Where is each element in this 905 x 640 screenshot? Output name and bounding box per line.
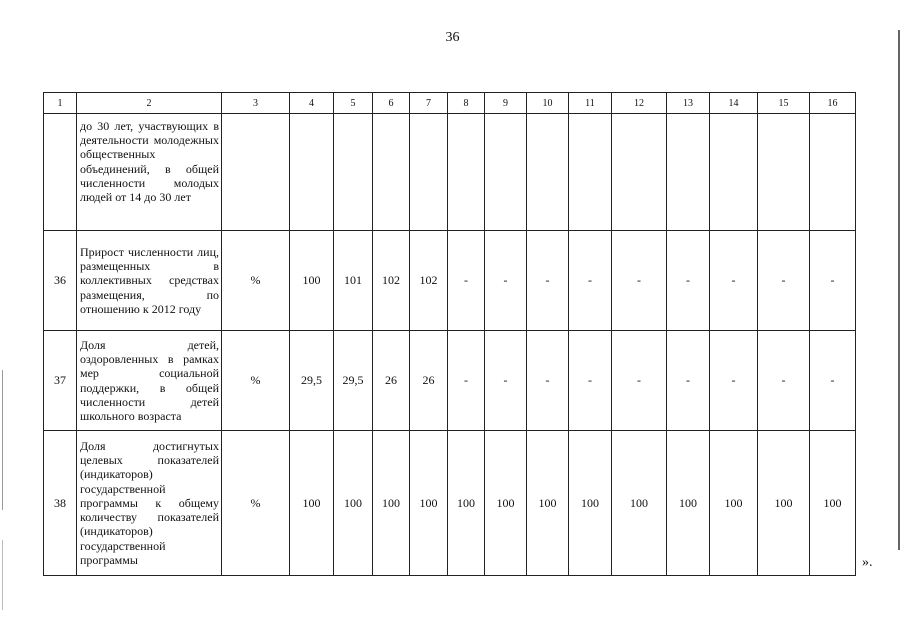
indicator-description-cell: Доля детей, оздоровленных в рамках мер социальной поддержки, в общей численности детей школьного возраста	[77, 331, 222, 431]
table-row	[44, 331, 856, 431]
value-cell: 29,5	[290, 331, 334, 431]
column-header: 15	[758, 93, 810, 114]
value-cell: 100	[758, 431, 810, 576]
value-cell	[485, 114, 527, 231]
page-number: 36	[445, 30, 460, 45]
row-number-cell	[44, 114, 77, 231]
column-header: 14	[710, 93, 758, 114]
value-cell: 100	[810, 431, 856, 576]
column-header: 11	[569, 93, 612, 114]
value-cell: -	[448, 331, 485, 431]
value-cell: 100	[710, 431, 758, 576]
table-row	[44, 114, 856, 231]
value-cell: -	[612, 331, 667, 431]
scan-right-edge	[898, 30, 900, 550]
value-cell: -	[758, 231, 810, 331]
column-header: 6	[373, 93, 410, 114]
indicator-description-cell: Прирост численности лиц, размещенных в коллективных средствах размещения, по отношению к 2012 году	[77, 231, 222, 331]
value-cell	[612, 114, 667, 231]
value-cell: 100	[290, 231, 334, 331]
value-cell: -	[667, 231, 710, 331]
value-cell: -	[710, 331, 758, 431]
value-cell	[527, 114, 569, 231]
value-cell: -	[527, 231, 569, 331]
row-number-cell: 36	[44, 231, 77, 331]
table-row	[44, 431, 856, 576]
value-cell: -	[810, 331, 856, 431]
value-cell: -	[758, 331, 810, 431]
scan-margin-line	[2, 370, 3, 510]
unit-cell: %	[222, 331, 290, 431]
value-cell: 26	[373, 331, 410, 431]
value-cell: 100	[410, 431, 448, 576]
value-cell	[710, 114, 758, 231]
column-header: 16	[810, 93, 856, 114]
column-header: 13	[667, 93, 710, 114]
value-cell: 100	[334, 431, 373, 576]
column-header: 4	[290, 93, 334, 114]
value-cell	[290, 114, 334, 231]
row-number-cell: 38	[44, 431, 77, 576]
unit-cell	[222, 114, 290, 231]
value-cell: -	[569, 231, 612, 331]
value-cell: 102	[410, 231, 448, 331]
value-cell: -	[485, 231, 527, 331]
column-header: 12	[612, 93, 667, 114]
value-cell	[373, 114, 410, 231]
indicator-description-cell: Доля достигнутых целевых показателей (индикаторов) государственной программы к общему количеству показателей (индикаторов) государственной программы	[77, 431, 222, 576]
value-cell	[334, 114, 373, 231]
value-cell: 100	[527, 431, 569, 576]
value-cell: 100	[667, 431, 710, 576]
value-cell: 100	[290, 431, 334, 576]
value-cell	[667, 114, 710, 231]
column-header: 8	[448, 93, 485, 114]
value-cell: 100	[612, 431, 667, 576]
value-cell: 100	[448, 431, 485, 576]
value-cell: 102	[373, 231, 410, 331]
indicator-description-cell: до 30 лет, участвующих в деятельности молодежных общественных объединений, в общей численности молодых людей от 14 до 30 лет	[77, 114, 222, 231]
column-header: 9	[485, 93, 527, 114]
value-cell: -	[667, 331, 710, 431]
value-cell: 100	[373, 431, 410, 576]
closing-quote-mark: ».	[862, 555, 873, 570]
column-header: 10	[527, 93, 569, 114]
value-cell: -	[485, 331, 527, 431]
value-cell	[448, 114, 485, 231]
value-cell: -	[612, 231, 667, 331]
value-cell	[410, 114, 448, 231]
value-cell: 100	[485, 431, 527, 576]
indicators-table	[43, 92, 856, 576]
value-cell: 26	[410, 331, 448, 431]
value-cell: -	[810, 231, 856, 331]
value-cell	[758, 114, 810, 231]
column-header: 2	[77, 93, 222, 114]
column-header: 1	[44, 93, 77, 114]
scan-margin-line	[2, 540, 3, 610]
value-cell: -	[527, 331, 569, 431]
column-header: 5	[334, 93, 373, 114]
value-cell: -	[448, 231, 485, 331]
value-cell: 100	[569, 431, 612, 576]
unit-cell: %	[222, 231, 290, 331]
value-cell: 101	[334, 231, 373, 331]
table-row	[44, 231, 856, 331]
column-header: 7	[410, 93, 448, 114]
value-cell	[569, 114, 612, 231]
header-row	[44, 93, 856, 114]
value-cell: 29,5	[334, 331, 373, 431]
row-number-cell: 37	[44, 331, 77, 431]
unit-cell: %	[222, 431, 290, 576]
value-cell	[810, 114, 856, 231]
value-cell: -	[569, 331, 612, 431]
value-cell: -	[710, 231, 758, 331]
column-header: 3	[222, 93, 290, 114]
